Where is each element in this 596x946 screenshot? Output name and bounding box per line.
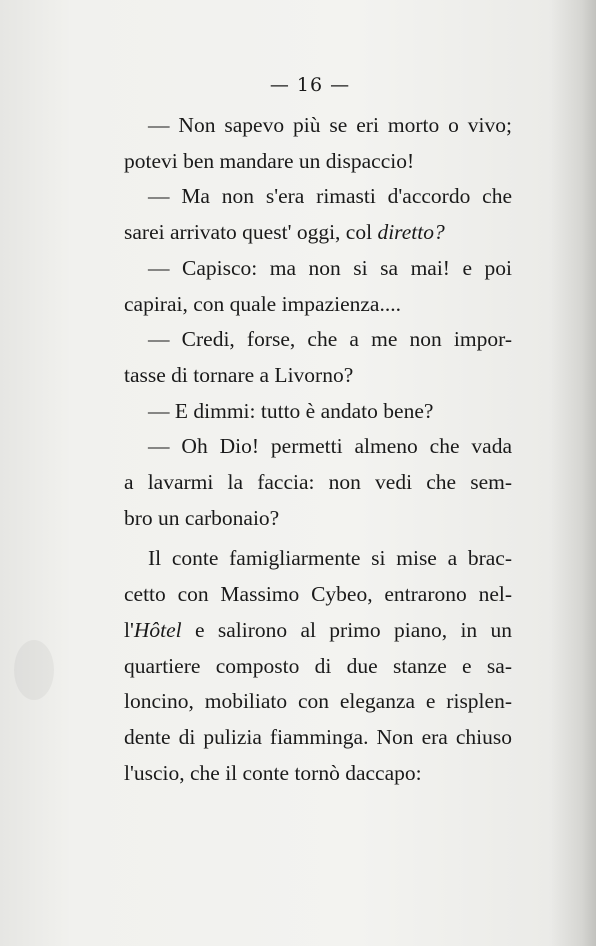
page-number: — 16 — [269, 74, 351, 96]
italic-word: Hôtel [133, 617, 182, 642]
text-line-1: — Non sapevo più se eri morto o vivo; [148, 113, 512, 137]
text-line-6: capirai, con quale impazienza.... [124, 291, 401, 316]
text-line-9: — E dimmi: tutto è andato bene? [148, 398, 434, 423]
text-line-14: cetto con Massimo Cybeo, entrarono nel- [124, 582, 512, 607]
text-line-18: dente di pulizia fiamminga. Non era chiuso [124, 724, 512, 749]
text-line-13: Il conte famigliarmente si mise a brac- [148, 546, 512, 571]
text-line-11: a lavarmi la faccia: non vedi che sem- [124, 470, 512, 495]
text-line-16: quartiere composto di due stanze e sa- [124, 653, 512, 678]
text-line-17: loncino, mobiliato con eleganza e risplen- [124, 689, 512, 714]
text-line-12: bro un carbonaio? [124, 505, 280, 530]
text-line-10: — Oh Dio! permetti almeno che vada [148, 434, 512, 459]
text-line-15: l'Hôtel e salirono al primo piano, in un [124, 617, 512, 642]
text-line-2: potevi ben mandare un dispaccio! [124, 148, 415, 173]
text-line-8: tasse di tornare a Livorno? [124, 362, 354, 387]
text-line-4: sarei arrivato quest' oggi, col diretto? [124, 220, 445, 245]
italic-word: diretto? [377, 220, 445, 245]
body-text [124, 108, 512, 791]
page-edge-shadow [550, 0, 596, 946]
text-line-19: l'uscio, che il conte tornò daccapo: [124, 760, 422, 785]
text-line-5: — Capisco: ma non si sa mai! e poi [148, 255, 512, 280]
text-line-7: — Credi, forse, che a me non impor- [148, 327, 512, 352]
paper-stain [14, 640, 54, 700]
text-line-3: — Ma non s'era rimasti d'accordo che [148, 184, 512, 209]
